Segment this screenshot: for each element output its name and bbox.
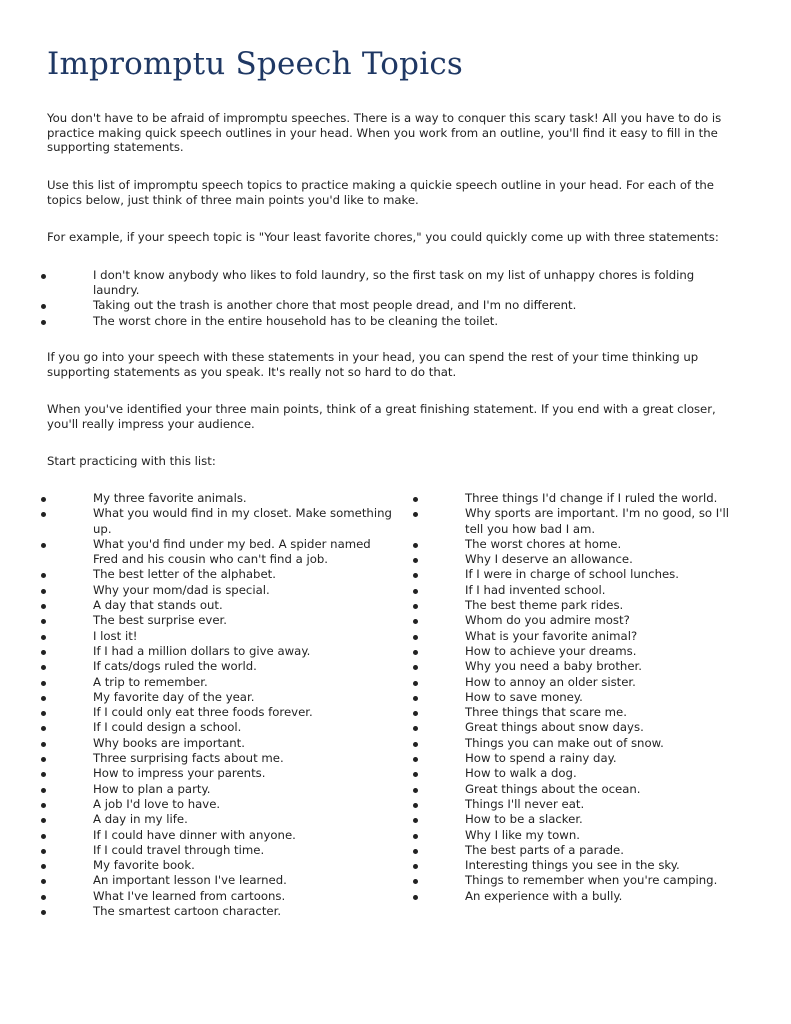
list-item bbox=[414, 567, 744, 582]
bullet-icon bbox=[413, 635, 418, 640]
bullet-icon bbox=[413, 895, 418, 900]
bullet-icon bbox=[413, 726, 418, 731]
bullet-icon bbox=[41, 573, 46, 578]
list-item bbox=[42, 812, 397, 827]
list-item bbox=[414, 889, 744, 904]
bullet-icon bbox=[41, 619, 46, 624]
bullet-icon bbox=[413, 696, 418, 701]
list-item-text: How to achieve your dreams. bbox=[465, 643, 637, 658]
bullet-icon bbox=[41, 320, 46, 325]
bullet-icon bbox=[41, 742, 46, 747]
list-item-text: What is your favorite animal? bbox=[465, 628, 638, 643]
list-item bbox=[414, 766, 744, 781]
list-item-text: Why you need a baby brother. bbox=[465, 659, 642, 674]
page-title: Impromptu Speech Topics bbox=[47, 46, 464, 82]
bullet-icon bbox=[413, 543, 418, 548]
bullet-icon bbox=[413, 619, 418, 624]
bullet-icon bbox=[41, 543, 46, 548]
list-item-text: How to walk a dog. bbox=[465, 766, 577, 781]
list-item bbox=[42, 782, 397, 797]
list-item bbox=[42, 268, 732, 297]
list-item-text: Why books are important. bbox=[93, 735, 245, 750]
list-item bbox=[414, 598, 744, 613]
list-item bbox=[42, 751, 397, 766]
list-item-text: A day in my life. bbox=[93, 812, 188, 827]
list-item bbox=[42, 904, 397, 919]
bullet-icon bbox=[413, 834, 418, 839]
list-item-text: Three things I'd change if I ruled the world. bbox=[465, 491, 718, 505]
list-item bbox=[414, 812, 744, 827]
bullet-icon bbox=[41, 696, 46, 701]
list-item-text: My favorite day of the year. bbox=[93, 689, 255, 704]
topics-list-left bbox=[42, 491, 397, 919]
list-item bbox=[42, 506, 397, 537]
list-item-text: The smartest cartoon character. bbox=[93, 904, 282, 919]
list-item-text: Taking out the trash is another chore that most people dread, and I'm no different. bbox=[93, 298, 577, 312]
list-item bbox=[414, 797, 744, 812]
bullet-icon bbox=[413, 742, 418, 747]
list-item-text: If I could design a school. bbox=[93, 720, 242, 735]
list-item bbox=[414, 751, 744, 766]
bullet-icon bbox=[41, 589, 46, 594]
bullet-icon bbox=[41, 910, 46, 915]
bullet-icon bbox=[41, 304, 46, 309]
list-item bbox=[414, 583, 744, 598]
list-item bbox=[42, 659, 397, 674]
list-item-text: If I could have dinner with anyone. bbox=[93, 827, 296, 842]
bullet-icon bbox=[413, 818, 418, 823]
list-item-text: How to spend a rainy day. bbox=[465, 751, 617, 766]
list-item-text: What I've learned from cartoons. bbox=[93, 888, 286, 903]
bullet-icon bbox=[41, 665, 46, 670]
list-item bbox=[414, 828, 744, 843]
bullet-icon bbox=[41, 512, 46, 517]
bullet-icon bbox=[413, 711, 418, 716]
list-item-text: How to be a slacker. bbox=[465, 812, 583, 827]
list-item bbox=[42, 690, 397, 705]
list-item-text: If I were in charge of school lunches. bbox=[465, 567, 679, 582]
list-item bbox=[42, 567, 397, 582]
list-item-text: Three surprising facts about me. bbox=[93, 751, 284, 766]
list-item-text: Great things about the ocean. bbox=[465, 781, 641, 796]
bullet-icon bbox=[413, 879, 418, 884]
list-item bbox=[414, 782, 744, 797]
list-item bbox=[414, 675, 744, 690]
bullet-icon bbox=[413, 558, 418, 563]
list-item-text: How to impress your parents. bbox=[93, 766, 266, 781]
bullet-icon bbox=[41, 834, 46, 839]
bullet-icon bbox=[41, 497, 46, 502]
bullet-icon bbox=[413, 650, 418, 655]
list-item-text: Things I'll never eat. bbox=[465, 796, 585, 811]
list-item bbox=[42, 537, 397, 568]
bullet-icon bbox=[41, 818, 46, 823]
list-item bbox=[42, 736, 397, 751]
bullet-icon bbox=[413, 772, 418, 777]
list-item-text: Why I like my town. bbox=[465, 827, 580, 842]
bullet-icon bbox=[413, 803, 418, 808]
list-item-text: My favorite book. bbox=[93, 858, 195, 873]
list-item bbox=[414, 659, 744, 674]
bullet-icon bbox=[413, 604, 418, 609]
list-item-text: If cats/dogs ruled the world. bbox=[93, 659, 257, 674]
bullet-icon bbox=[413, 849, 418, 854]
list-item-text: If I had invented school. bbox=[465, 582, 606, 597]
list-item bbox=[414, 843, 744, 858]
list-item bbox=[42, 675, 397, 690]
bullet-icon bbox=[413, 497, 418, 502]
intro-paragraph-3: For example, if your speech topic is "Your least favorite chores," you could quickly come up with three statements: bbox=[47, 230, 719, 244]
bullet-icon bbox=[41, 849, 46, 854]
list-item bbox=[414, 506, 744, 537]
list-item bbox=[414, 873, 744, 888]
bullet-icon bbox=[413, 573, 418, 578]
list-item bbox=[414, 858, 744, 873]
list-item bbox=[414, 629, 744, 644]
bullet-icon bbox=[413, 681, 418, 686]
list-item-text: The worst chores at home. bbox=[465, 536, 622, 551]
topics-list-right bbox=[414, 491, 744, 904]
list-item-text: A trip to remember. bbox=[93, 674, 208, 689]
list-item bbox=[414, 552, 744, 567]
bullet-icon bbox=[41, 681, 46, 686]
list-item bbox=[414, 690, 744, 705]
list-item bbox=[42, 298, 732, 313]
list-item-text: Why sports are important. I'm no good, so I'll tell you how bad I am. bbox=[465, 506, 729, 536]
list-item bbox=[414, 491, 744, 506]
bullet-icon bbox=[41, 757, 46, 762]
list-item bbox=[42, 828, 397, 843]
intro-paragraph-2: Use this list of impromptu speech topics to practice making a quickie speech outline in your head. For each of the topics below, just think of three main points you'd like to make. bbox=[47, 178, 714, 207]
list-item-text: The best letter of the alphabet. bbox=[93, 567, 276, 582]
bullet-icon bbox=[41, 650, 46, 655]
example-statements-list bbox=[42, 268, 732, 329]
list-item bbox=[414, 720, 744, 735]
intro-paragraph-1: You don't have to be afraid of impromptu speeches. There is a way to conquer this scary task! All you have to do is practice making quick speech outlines in your head. When you work from an outline, you'll find it easy to fill in the supporting statements. bbox=[47, 111, 722, 154]
list-item-text: How to plan a party. bbox=[93, 781, 211, 796]
list-item bbox=[42, 705, 397, 720]
bullet-icon bbox=[41, 803, 46, 808]
list-item bbox=[42, 873, 397, 888]
list-item bbox=[414, 736, 744, 751]
list-item bbox=[42, 858, 397, 873]
list-item-text: My three favorite animals. bbox=[93, 491, 247, 505]
list-item-text: Things to remember when you're camping. bbox=[465, 873, 718, 888]
list-item-text: What you would find in my closet. Make something up. bbox=[93, 506, 392, 536]
list-item bbox=[414, 537, 744, 552]
after-paragraph-3: Start practicing with this list: bbox=[47, 454, 216, 468]
bullet-icon bbox=[413, 788, 418, 793]
list-item-text: I lost it! bbox=[93, 628, 138, 643]
after-paragraph-1: If you go into your speech with these statements in your head, you can spend the rest of your time thinking up supporting statements as you speak. It's really not so hard to do that. bbox=[47, 350, 699, 379]
after-paragraph-2: When you've identified your three main points, think of a great finishing statement. If you end with a great closer, you'll really impress your audience. bbox=[47, 402, 716, 431]
list-item bbox=[42, 644, 397, 659]
list-item bbox=[42, 583, 397, 598]
list-item-text: The worst chore in the entire household has to be cleaning the toilet. bbox=[93, 313, 499, 328]
bullet-icon bbox=[41, 895, 46, 900]
list-item-text: I don't know anybody who likes to fold laundry, so the first task on my list of unhappy chores is folding laundry. bbox=[93, 268, 695, 297]
bullet-icon bbox=[41, 711, 46, 716]
list-item bbox=[42, 314, 732, 329]
bullet-icon bbox=[41, 788, 46, 793]
list-item-text: An important lesson I've learned. bbox=[93, 873, 287, 888]
list-item-text: If I could travel through time. bbox=[93, 842, 265, 857]
list-item-text: Things you can make out of snow. bbox=[465, 735, 664, 750]
list-item-text: How to save money. bbox=[465, 689, 583, 704]
list-item-text: If I could only eat three foods forever. bbox=[93, 705, 313, 720]
list-item bbox=[42, 843, 397, 858]
list-item bbox=[42, 613, 397, 628]
list-item-text: The best theme park rides. bbox=[465, 598, 624, 613]
list-item-text: Whom do you admire most? bbox=[465, 613, 630, 628]
list-item-text: Great things about snow days. bbox=[465, 720, 644, 735]
bullet-icon bbox=[41, 864, 46, 869]
list-item bbox=[42, 889, 397, 904]
bullet-icon bbox=[413, 589, 418, 594]
list-item bbox=[42, 797, 397, 812]
list-item-text: If I had a million dollars to give away. bbox=[93, 643, 311, 658]
list-item bbox=[414, 705, 744, 720]
list-item-text: How to annoy an older sister. bbox=[465, 674, 636, 689]
bullet-icon bbox=[41, 274, 46, 279]
bullet-icon bbox=[41, 635, 46, 640]
list-item-text: The best parts of a parade. bbox=[465, 842, 624, 857]
list-item-text: Why I deserve an allowance. bbox=[465, 552, 633, 567]
list-item-text: A day that stands out. bbox=[93, 598, 223, 613]
bullet-icon bbox=[41, 726, 46, 731]
list-item-text: An experience with a bully. bbox=[465, 888, 623, 903]
list-item-text: A job I'd love to have. bbox=[93, 796, 221, 811]
bullet-icon bbox=[413, 665, 418, 670]
list-item bbox=[42, 720, 397, 735]
bullet-icon bbox=[413, 757, 418, 762]
list-item bbox=[42, 598, 397, 613]
list-item bbox=[42, 491, 397, 506]
bullet-icon bbox=[41, 879, 46, 884]
list-item bbox=[414, 644, 744, 659]
list-item-text: Interesting things you see in the sky. bbox=[465, 858, 680, 873]
list-item-text: The best surprise ever. bbox=[93, 613, 227, 628]
bullet-icon bbox=[413, 864, 418, 869]
list-item bbox=[414, 613, 744, 628]
list-item bbox=[42, 766, 397, 781]
list-item bbox=[42, 629, 397, 644]
bullet-icon bbox=[413, 512, 418, 517]
list-item-text: What you'd find under my bed. A spider named Fred and his cousin who can't find a job. bbox=[93, 536, 371, 567]
list-item-text: Three things that scare me. bbox=[465, 705, 627, 720]
bullet-icon bbox=[41, 604, 46, 609]
bullet-icon bbox=[41, 772, 46, 777]
list-item-text: Why your mom/dad is special. bbox=[93, 582, 270, 597]
